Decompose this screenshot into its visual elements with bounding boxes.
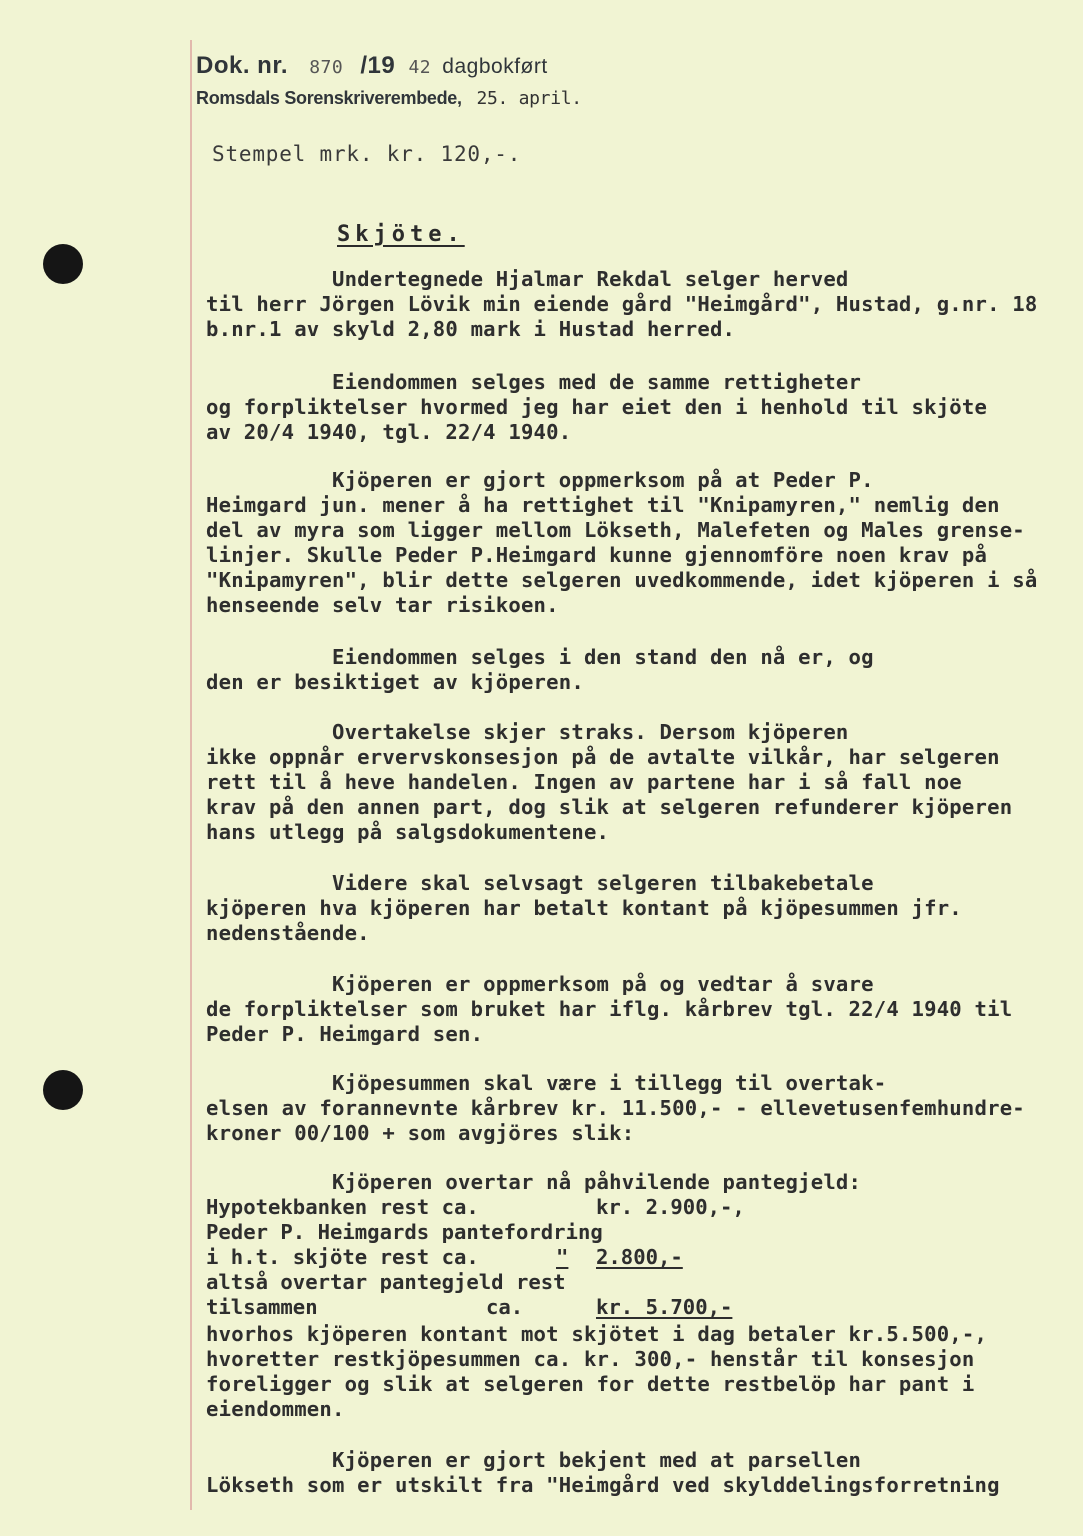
stamp-duty-line: Stempel mrk. kr. 120,-. (212, 142, 522, 166)
paragraph-8: Kjöpesummen skal være i tillegg til overtak- elsen av forannevnte kårbrev kr. 11.500,- - ellevetusenfemhundre- kroner 00/100 + som avgjöres slik: (206, 1071, 1025, 1145)
paragraph-2: Eiendommen selges med de samme rettigheter og forpliktelser hvormed jeg har eiet den i henhold til skjöte av 20/4 1940, tgl. 22/4 1940. (206, 370, 988, 444)
ledger-label: tilsammen (206, 1295, 318, 1319)
ledger-prefix: ca. (486, 1295, 524, 1319)
ledger-amount: kr. 5.700,- (596, 1295, 733, 1319)
punch-hole-bottom (43, 1070, 83, 1110)
year-prefix: /19 (360, 52, 396, 79)
paragraph-9: Kjöperen overtar nå påhvilende pantegjeld: (206, 1170, 862, 1194)
margin-line (190, 40, 192, 1510)
dok-number: 870 (309, 57, 344, 78)
paragraph-6: Videre skal selvsagt selgeren tilbakebetale kjöperen hva kjöperen har betalt kontant på kjöpesummen jfr. nedenstående. (206, 871, 962, 945)
paragraph-1: Undertegnede Hjalmar Rekdal selger herved til herr Jörgen Lövik min eiende gård "Heimgård", Hustad, g.nr. 18 b.nr.1 av skyld 2,80 mark i Hustad herred. (206, 267, 1038, 341)
document-title: Skjöte. (337, 222, 465, 247)
ledger-row (206, 1220, 1026, 1245)
ledger-label: Hypotekbanken rest ca. (206, 1195, 479, 1219)
entry-date: 25. april. (476, 88, 582, 109)
paragraph-10: hvorhos kjöperen kontant mot skjötet i dag betaler kr.5.500,-, hvoretter restkjöpesummen ca. kr. 300,- henstår til konsesjon foreligger og slik at selgeren for dette restbelöp har pant i eiendommen. (206, 1322, 988, 1421)
dok-label: Dok. nr. (196, 52, 289, 79)
document-number-line (196, 52, 548, 80)
paragraph-5: Overtakelse skjer straks. Dersom kjöperen ikke oppnår ervervskonsesjon på de avtalte vilkår, har selgeren rett til å heve handelen. Ingen av partene har i så fall noe krav på den annen part, dog slik at selgeren refunderer kjöperen hans utlegg på salgsdokumentene. (206, 720, 1013, 844)
ledger-row (206, 1295, 1026, 1320)
ledger-amount: 2.800,- (596, 1245, 683, 1269)
ledger-label: Peder P. Heimgards pantefordring (206, 1220, 603, 1244)
debt-ledger (206, 1195, 1026, 1320)
ledger-amount: kr. 2.900,-, (596, 1195, 745, 1219)
ledger-row (206, 1245, 1026, 1270)
ledger-prefix: " (556, 1245, 569, 1269)
office-name: Romsdals Sorenskriverembede, (196, 88, 462, 108)
ledger-label: i h.t. skjöte rest ca. (206, 1245, 479, 1269)
paragraph-3: Kjöperen er gjort oppmerksom på at Peder P. Heimgard jun. mener å ha rettighet til "Knipamyren," nemlig den del av myra som ligger mellom Lökseth, Malefeten og Males grense- linjer. Skulle Peder P.Heimgard kunne gjennomföre noen krav på "Knipamyren", blir dette selgeren uvedkommende, idet kjöperen i så henseende selv tar risikoen. (206, 468, 1038, 617)
paragraph-11: Kjöperen er gjort bekjent med at parsellen Lökseth som er utskilt fra "Heimgård ved skylddelingsforretning (206, 1448, 1000, 1497)
paragraph-4: Eiendommen selges i den stand den nå er, og den er besiktiget av kjöperen. (206, 645, 874, 694)
office-line (196, 88, 582, 109)
year-suffix: 42 (408, 57, 432, 78)
ledger-row (206, 1195, 1026, 1220)
paragraph-7: Kjöperen er oppmerksom på og vedtar å svare de forpliktelser som bruket har iflg. kårbrev tgl. 22/4 1940 til Peder P. Heimgard sen. (206, 972, 1013, 1046)
ledger-row (206, 1270, 1026, 1295)
punch-hole-top (43, 244, 83, 284)
dagbok-label: dagbokført (442, 55, 548, 78)
ledger-label: altså overtar pantegjeld rest (206, 1270, 566, 1294)
